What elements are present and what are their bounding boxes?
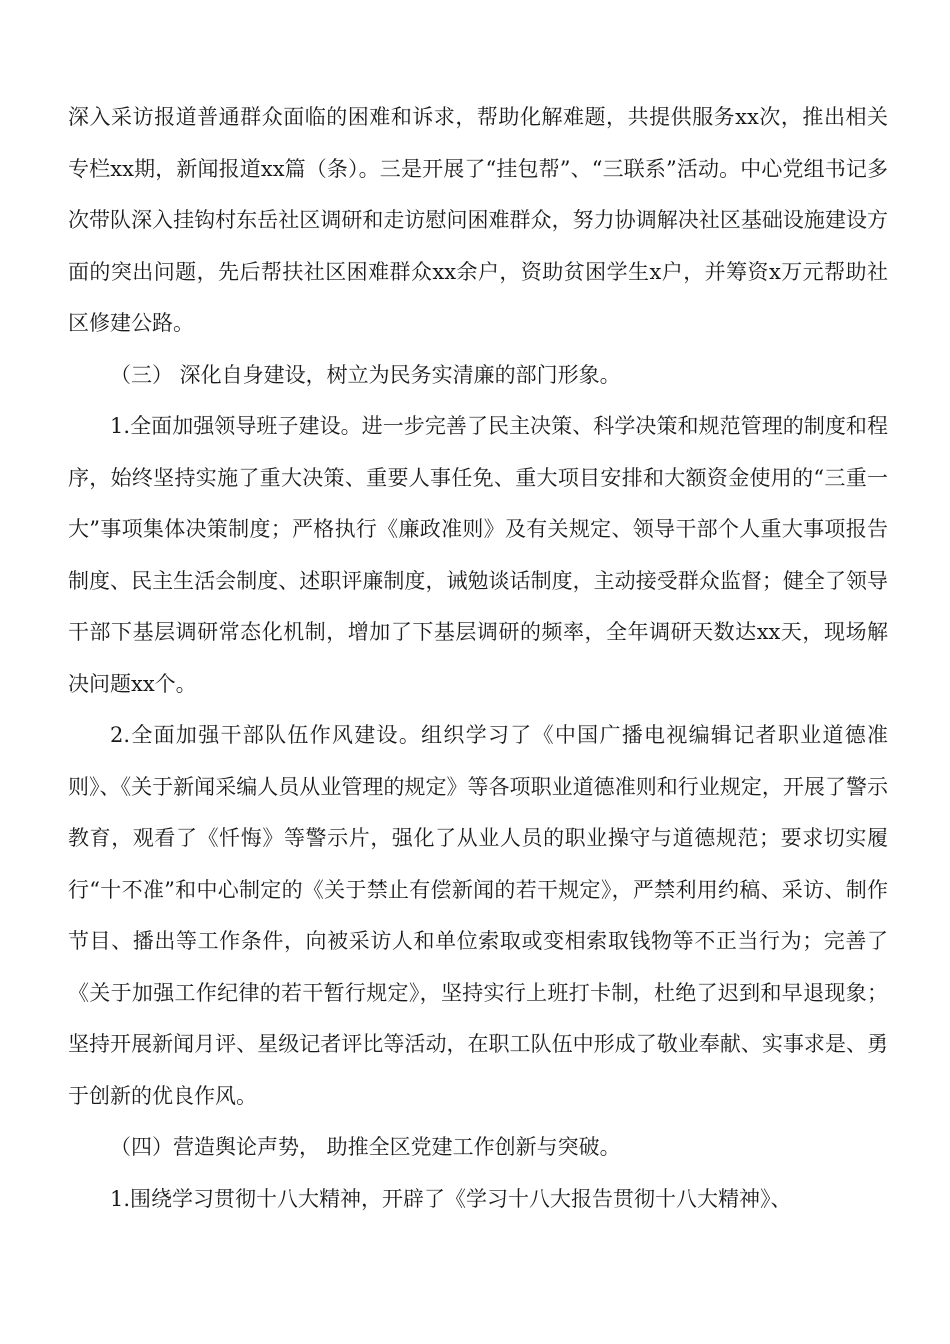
paragraph-study-18th: 1.围绕学习贯彻十八大精神，开辟了《学习十八大报告贯彻十八大精神》、 (110, 1186, 792, 1211)
paragraph-cadre-style: 2.全面加强干部队伍作风建设。组织学习了《中国广播电视编辑记者职业道德准则》、《关于新闻采编人员从业管理的规定》等各项职业道德准则和行业规定，开展了警示教育，观看了《忏悔》等警示片，强化了从业人员的职业操守与道德规范；要求切实履行“十不准”和中心制定的《关于禁止有偿新闻的若干规定》，严禁利用约稿、采访、制作节目、播出等工作条件，向被采访人和单位索取或变相索取钱物等不正当行为；完善了《关于加强工作纪律的若干暂行规定》，坚持实行上班打卡制，杜绝了迟到和早退现象；坚持开展新闻月评、星级记者评比等活动，在职工队伍中形成了敬业奉献、实事求是、勇于创新的优良作风。 (68, 723, 888, 1108)
section-heading-4: （四）营造舆论声势， 助推全区党建工作创新与突破。 (110, 1135, 621, 1159)
paragraph-continuation: 深入采访报道普通群众面临的困难和诉求，帮助化解难题，共提供服务xx次，推出相关专栏xx期，新闻报道xx篇（条）。三是开展了“挂包帮”、“三联系”活动。中心党组书记多次带队深入挂钩村东岳社区调研和走访慰问困难群众，努力协调解决社区基础设施建设方面的突出问题，先后帮扶社区困难群众xx余户，资助贫困学生x户，并筹资x万元帮助社区修建公路。 (68, 105, 888, 335)
section-heading-3: （三） 深化自身建设，树立为民务实清廉的部门形象。 (110, 362, 621, 387)
document-body (68, 92, 888, 1225)
paragraph-leadership: 1.全面加强领导班子建设。进一步完善了民主决策、科学决策和规范管理的制度和程序，始终坚持实施了重大决策、重要人事任免、重大项目安排和大额资金使用的“三重一大”事项集体决策制度；严格执行《廉政准则》及有关规定、领导干部个人重大事项报告制度、民主生活会制度、述职评廉制度，诫勉谈话制度，主动接受群众监督；健全了领导干部下基层调研常态化机制，增加了下基层调研的频率，全年调研天数达xx天，现场解决问题xx个。 (68, 414, 888, 696)
